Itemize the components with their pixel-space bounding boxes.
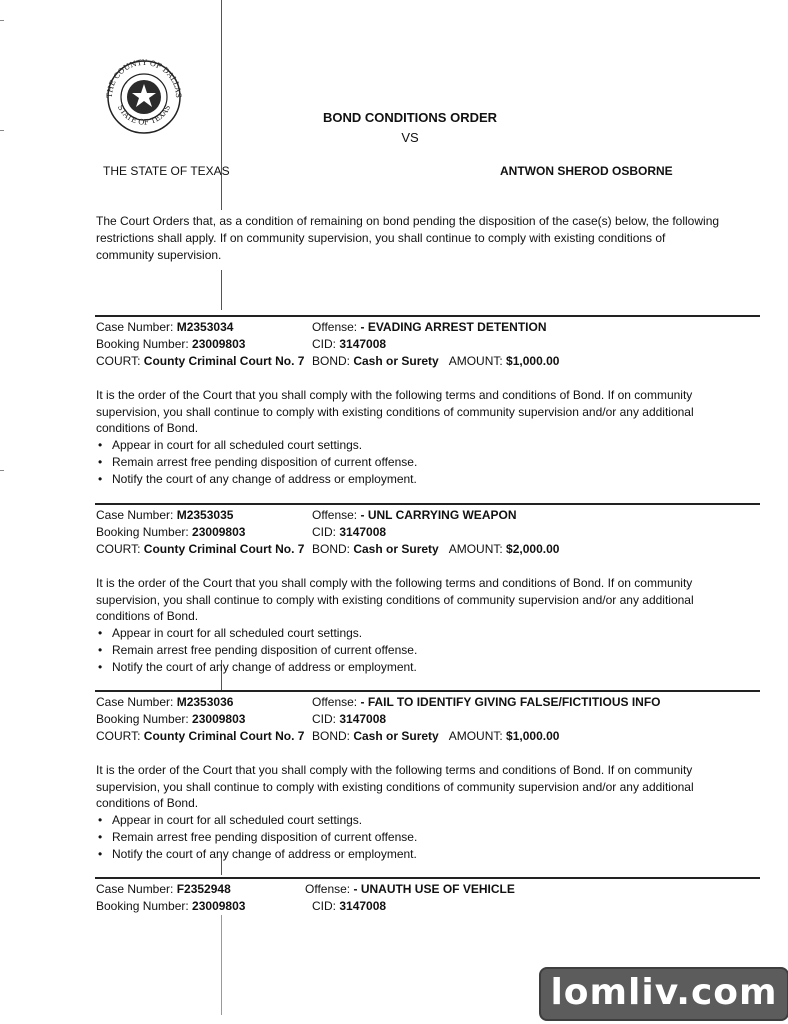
condition-item: • Appear in court for all scheduled court settings.	[96, 437, 736, 454]
case-block	[95, 690, 760, 862]
scan-artifact-line	[221, 0, 222, 210]
section-divider	[95, 315, 760, 317]
condition-item: • Remain arrest free pending disposition of current offense.	[96, 829, 736, 846]
cid-field: CID: 3147008	[312, 899, 387, 913]
bond-field: BOND: Cash or Surety AMOUNT: $2,000.00	[312, 542, 560, 556]
document-title: BOND CONDITIONS ORDER	[322, 110, 498, 125]
booking-number-field: Booking Number: 23009803	[96, 525, 246, 539]
case-number-field: Case Number: M2353036	[96, 695, 234, 709]
county-seal-icon	[98, 57, 190, 135]
conditions-list	[96, 812, 736, 862]
cid-field: CID: 3147008	[312, 337, 387, 351]
booking-number-field: Booking Number: 23009803	[96, 337, 246, 351]
bond-field: BOND: Cash or Surety AMOUNT: $1,000.00	[312, 729, 560, 743]
versus-label: VS	[401, 130, 419, 145]
section-divider	[95, 690, 760, 692]
offense-field: Offense: - UNAUTH USE OF VEHICLE	[305, 882, 515, 896]
case-number-field: Case Number: M2353034	[96, 320, 234, 334]
case-block	[95, 315, 760, 487]
condition-item: • Appear in court for all scheduled court settings.	[96, 625, 736, 642]
court-field: COURT: County Criminal Court No. 7	[96, 542, 305, 556]
plaintiff-name: THE STATE OF TEXAS	[103, 164, 230, 178]
edge-mark	[0, 130, 4, 131]
seal-text-bottom: STATE OF TEXAS	[115, 103, 173, 127]
condition-item: • Remain arrest free pending disposition of current offense.	[96, 642, 736, 659]
booking-number-field: Booking Number: 23009803	[96, 899, 246, 913]
condition-item: • Remain arrest free pending disposition of current offense.	[96, 454, 736, 471]
case-block	[95, 877, 760, 915]
section-divider	[95, 877, 760, 879]
bond-terms	[95, 575, 736, 675]
condition-item: • Appear in court for all scheduled court settings.	[96, 812, 736, 829]
scan-artifact-line	[221, 270, 222, 310]
condition-item: • Notify the court of any change of address or employment.	[96, 471, 736, 488]
bond-terms	[95, 387, 736, 487]
cid-field: CID: 3147008	[312, 712, 387, 726]
terms-paragraph: It is the order of the Court that you shall comply with the following terms and conditions of Bond. If on community supervision, you shall continue to comply with existing conditions of community supervision and/or any additional conditions of Bond.	[96, 576, 694, 624]
edge-mark	[0, 20, 4, 21]
terms-paragraph: It is the order of the Court that you shall comply with the following terms and conditions of Bond. If on community supervision, you shall continue to comply with existing conditions of community supervision and/or any additional conditions of Bond.	[96, 388, 694, 436]
defendant-name: ANTWON SHEROD OSBORNE	[500, 164, 673, 178]
seal-text-top: THE COUNTY OF DALLAS	[104, 57, 184, 99]
conditions-list	[96, 437, 736, 487]
terms-paragraph: It is the order of the Court that you shall comply with the following terms and conditions of Bond. If on community supervision, you shall continue to comply with existing conditions of community supervision and/or any additional conditions of Bond.	[96, 763, 694, 811]
offense-field: Offense: - EVADING ARREST DETENTION	[312, 320, 547, 334]
offense-field: Offense: - FAIL TO IDENTIFY GIVING FALSE/FICTITIOUS INFO	[312, 695, 661, 709]
case-number-field: Case Number: M2353035	[96, 508, 234, 522]
edge-mark	[0, 470, 4, 471]
booking-number-field: Booking Number: 23009803	[96, 712, 246, 726]
site-watermark: lomliv.com	[539, 967, 788, 1021]
court-order-intro: The Court Orders that, as a condition of remaining on bond pending the disposition of the case(s) below, the following restrictions shall apply. If on community supervision, you shall continue to comply with existing conditions of community supervision.	[96, 214, 720, 262]
offense-field: Offense: - UNL CARRYING WEAPON	[312, 508, 517, 522]
bond-field: BOND: Cash or Surety AMOUNT: $1,000.00	[312, 354, 560, 368]
conditions-list	[96, 625, 736, 675]
bond-terms	[95, 762, 736, 862]
court-field: COURT: County Criminal Court No. 7	[96, 729, 305, 743]
case-block	[95, 503, 760, 675]
case-number-field: Case Number: F2352948	[96, 882, 231, 896]
cid-field: CID: 3147008	[312, 525, 387, 539]
section-divider	[95, 503, 760, 505]
condition-item: • Notify the court of any change of address or employment.	[96, 659, 736, 676]
condition-item: • Notify the court of any change of address or employment.	[96, 846, 736, 863]
scan-artifact-line	[221, 915, 222, 1015]
court-field: COURT: County Criminal Court No. 7	[96, 354, 305, 368]
